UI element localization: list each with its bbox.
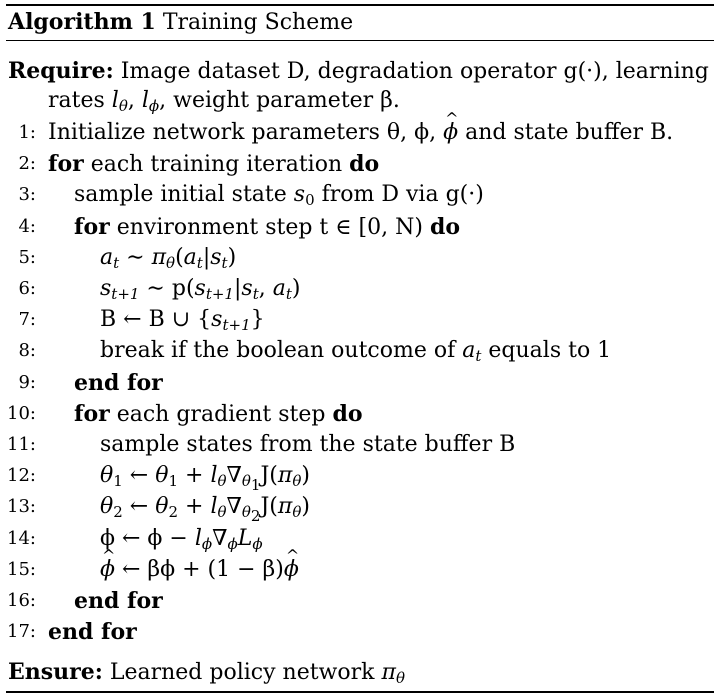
require-line-1	[8, 56, 709, 87]
line-number: 1:	[18, 122, 36, 143]
algorithm-line: end for	[48, 619, 137, 646]
algorithm-line: $\theta_2$ ← $\theta_2 + l_\theta\nabla_{\theta_2}J(\pi_\theta)$	[100, 494, 310, 526]
line-number: 11:	[7, 434, 36, 455]
line-number: 9:	[18, 371, 36, 393]
algorithm-line: break if the boolean outcome of $a_t$ equals to 1	[100, 338, 612, 366]
ensure-text: Learned policy network $\pi_\theta$	[109, 660, 405, 687]
line-number: 15:	[7, 558, 36, 580]
algorithm-line: Initialize network parameters θ, ϕ, ^ ϕ and state buffer B.	[48, 118, 673, 148]
require-line-2	[48, 86, 400, 116]
top-rule	[6, 4, 714, 6]
require-keyword: Require:	[8, 58, 114, 84]
bottom-rule	[6, 691, 714, 693]
algorithm-line: end for	[74, 369, 163, 396]
line-number: 4:	[18, 215, 36, 237]
ensure-keyword: Ensure:	[8, 659, 103, 685]
algorithm-line: B ← B ∪ $\{s_{t+1}\}$	[100, 307, 265, 335]
line-number: 8:	[18, 340, 36, 362]
algorithm-line: ϕ ← $\phi - l_\phi\nabla_\phi L_\phi$	[100, 525, 263, 553]
line-number: 3:	[18, 184, 36, 206]
algorithm-line: for each training iteration do	[48, 151, 380, 178]
line-number: 2:	[18, 153, 36, 175]
require-text-1: Image dataset D, degradation operator g(·), learning	[120, 59, 709, 84]
algorithm-line: ^ ϕ ← βϕ + (1 − β)^ ϕ	[100, 555, 299, 585]
algorithm-name: Training Scheme	[162, 10, 354, 35]
ensure-line	[8, 657, 405, 688]
algorithm-line: end for	[74, 588, 163, 614]
line-number: 12:	[7, 465, 36, 487]
algorithm-line: $\theta_1$ ← $\theta_1 + l_\theta\nabla_{\theta_1}J(\pi_\theta)$	[100, 463, 310, 495]
line-number: 7:	[18, 309, 36, 331]
require-text-2: rates $l_\theta$, $l_\phi$, weight parameter β.	[48, 88, 400, 115]
line-number: 13:	[7, 496, 36, 518]
algorithm-line: for each gradient step do	[74, 400, 363, 427]
algorithm-title	[8, 7, 353, 38]
line-number: 14:	[7, 527, 36, 549]
line-number: 6:	[18, 278, 36, 299]
algorithm-line: $s_{t+1}$ ∼ $p(s_{t+1}|s_t$, $a_t$)	[100, 276, 301, 303]
algorithm-line: sample states from the state buffer B	[100, 432, 516, 457]
algorithm-line: for environment step t ∈ [0, N) do	[74, 213, 460, 240]
algorithm-label: Algorithm 1	[8, 9, 156, 35]
line-number: 16:	[7, 590, 36, 611]
line-number: 10:	[7, 402, 36, 424]
line-number: 5:	[18, 246, 36, 268]
algorithm-line: sample initial state $s_0$ from D via g(·)	[74, 182, 484, 210]
algorithm-line: $a_t$ ∼ $\pi_\theta(a_t|s_t)$	[100, 244, 237, 272]
line-number: 17:	[7, 621, 36, 643]
header-rule	[6, 40, 714, 41]
